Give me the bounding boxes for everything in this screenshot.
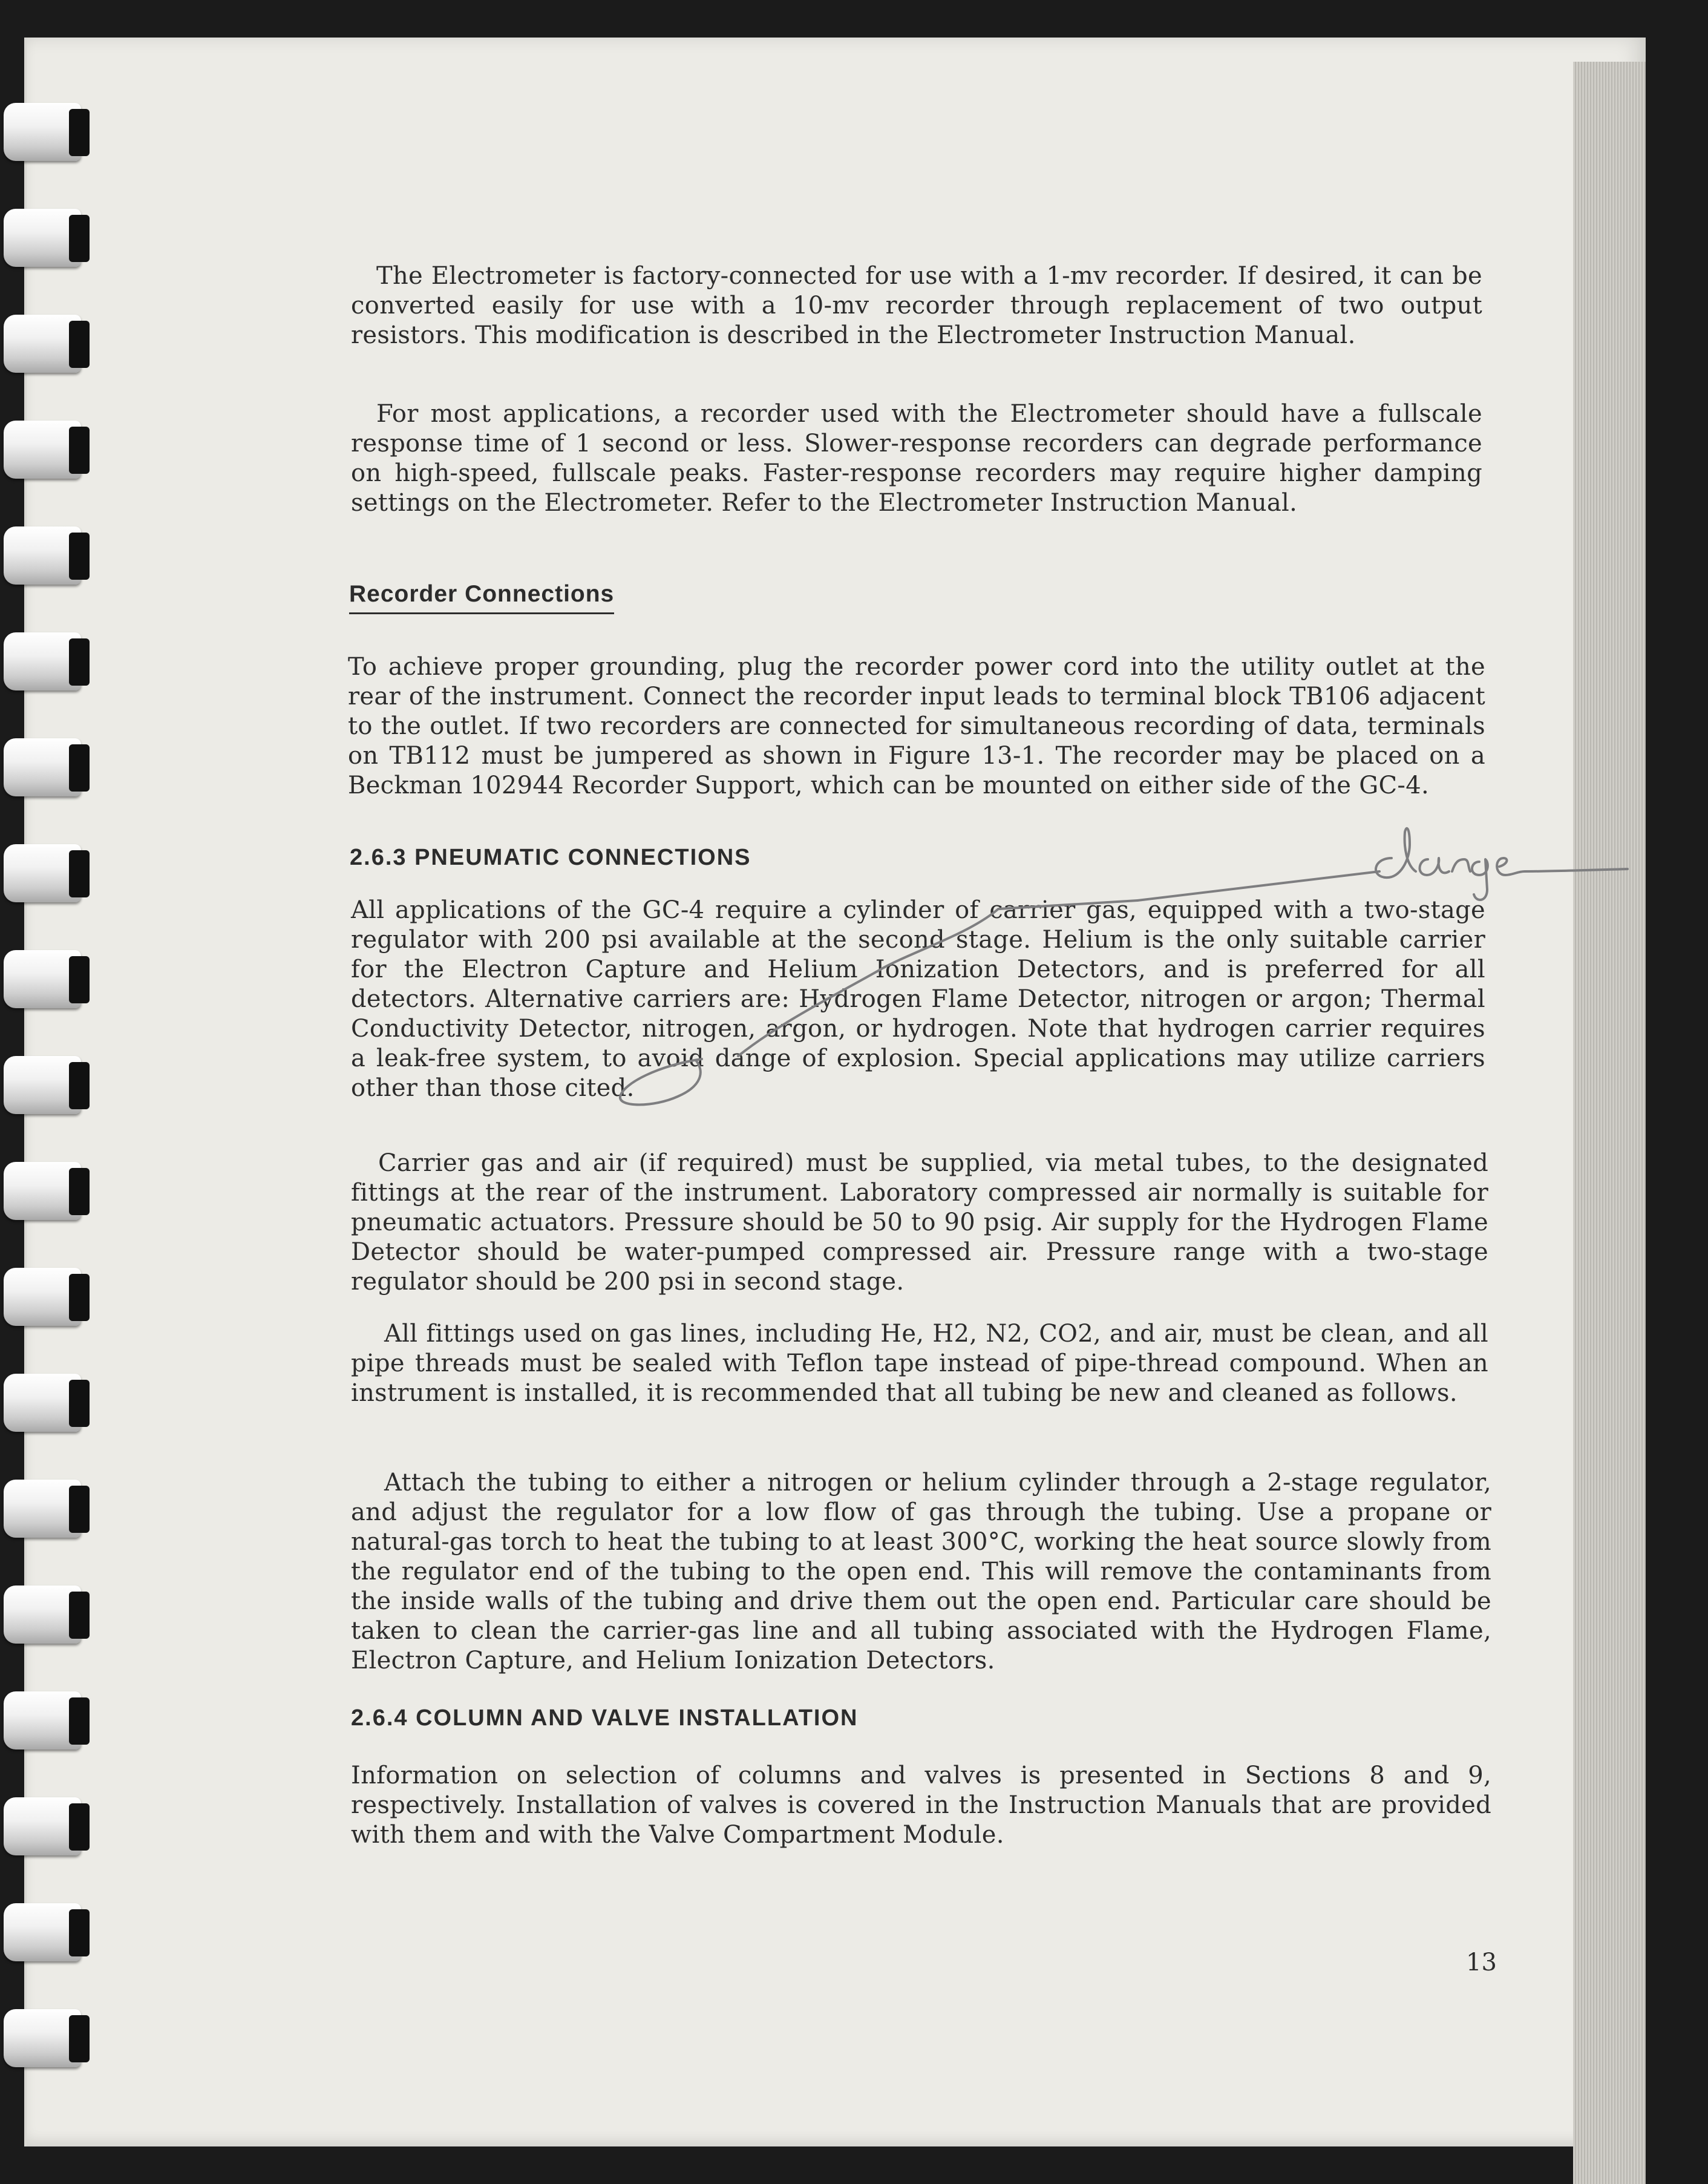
tubing-cleaning-paragraph: Attach the tubing to either a nitrogen or helium cylinder through a 2-stage regulator, and adjust the regulator for a low flow of gas through the tubing. Use a propane or natural-gas torch to heat the tubing to at least 300°C, working the heat source slowly from the regulator end of the tubing to the open end. This will remove the contaminants from the inside walls of the tubing and drive them out the open end. Particular care should be taken to clean the carrier-gas line and all tubing associated with the Hydrogen Flame, Electron Capture, and Helium Ionization Detectors. [351, 1469, 1491, 1674]
recorder-connections-heading: Recorder Connections [349, 581, 614, 614]
response-time-paragraph: For most applications, a recorder used with the Electrometer should have a fullscale response time of 1 second or less. Slower-response recorders can degrade performance on high-speed, fullscale peaks. Faster-response recorders may require higher damping settings on the Electrometer. Refer to the Electrometer Instruction Manual. [351, 400, 1482, 517]
page-edge-stack [1573, 62, 1646, 2184]
columns-valves-paragraph: Information on selection of columns and valves is presented in Sections 8 and 9, respectively. Installation of valves is covered in the Instruction Manuals that are provided with them and with the Valve Compartment Module. [351, 1762, 1491, 1849]
electrometer-paragraph: The Electrometer is factory-connected for use with a 1-mv recorder. If desired, it can be converted easily for use with a 10-mv recorder through replacement of two output resistors. This modification is described in the Electrometer Instruction Manual. [351, 262, 1482, 349]
air-supply-paragraph: Carrier gas and air (if required) must be supplied, via metal tubes, to the designated fittings at the rear of the instrument. Laboratory compressed air normally is suitable for pneumatic actuators. Pressure should be 50 to 90 psig. Air supply for the Hydrogen Flame Detector should be water-pumped compressed air. Pressure range with a two-stage regulator should be 200 psi in second stage. [351, 1149, 1488, 1296]
carrier-gas-paragraph: All applications of the GC-4 require a cylinder of carrier gas, equipped with a two-stage regulator with 200 psi available at the second stage. Helium is the only suitable carrier for the Electron Capture and Helium Ionization Detectors, and is preferred for all detectors. Alternative carriers are: Hydrogen Flame Detector, nitrogen or argon; Thermal Conductivity Detector, nitrogen, argon, or hydrogen. Note that hydrogen carrier requires a leak-free system, to avoid dange of explosion. Special applications may utilize carriers other than those cited. [351, 896, 1485, 1102]
grounding-paragraph: To achieve proper grounding, plug the recorder power cord into the utility outlet at the rear of the instrument. Connect the recorder input leads to terminal block TB106 adjacent to the outlet. If two recorders are connected for simultaneous recording of data, terminals on TB112 must be jumpered as shown in Figure 13-1. The recorder may be placed on a Beckman 102944 Recorder Support, which can be mounted on either side of the GC-4. [348, 653, 1485, 799]
page-number: 13 [1466, 1949, 1497, 1976]
fittings-paragraph: All fittings used on gas lines, including He, H2, N2, CO2, and air, must be clean, and all pipe threads must be sealed with Teflon tape instead of pipe-thread compound. When an instrument is installed, it is recommended that all tubing be new and cleaned as follows. [351, 1320, 1488, 1407]
spiral-binding [0, 0, 97, 2146]
pneumatic-connections-heading: 2.6.3 PNEUMATIC CONNECTIONS [350, 845, 751, 870]
column-valve-heading: 2.6.4 COLUMN AND VALVE INSTALLATION [351, 1705, 859, 1731]
